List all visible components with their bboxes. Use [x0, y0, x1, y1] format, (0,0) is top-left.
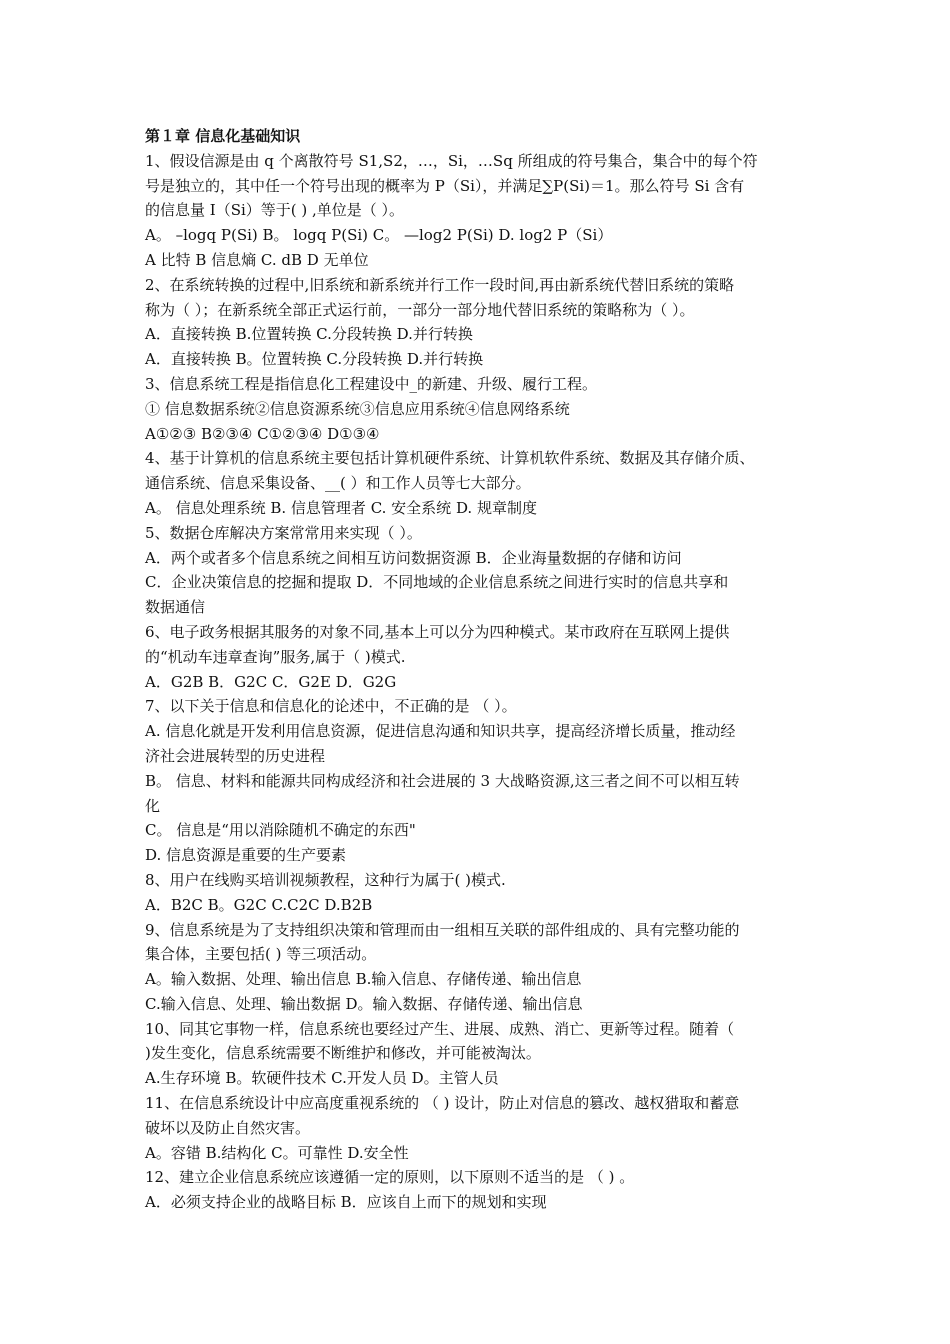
- text-line: 11、在信息系统设计中应高度重视系统的 （ ) 设计，防止对信息的篡改、越权猎取和蓄意: [145, 1094, 740, 1113]
- text-line: 4、基于计算机的信息系统主要包括计算机硬件系统、计算机软件系统、数据及其存储介质、: [145, 449, 755, 468]
- text-line: A．直接转换 B.位置转换 C.分段转换 D.并行转换: [145, 325, 473, 344]
- text-line: )发生变化，信息系统需要不断维护和修改，并可能被淘汰。: [145, 1044, 541, 1063]
- text-line: A．G2B B．G2C C．G2E D．G2G: [145, 672, 397, 691]
- text-line: 的信息量 I（Si）等于( ) ,单位是（ ）。: [145, 201, 405, 220]
- text-line: C。 信息是“用以消除随机不确定的东西": [145, 821, 416, 840]
- text-line: A．必须支持企业的战略目标 B．应该自上而下的规划和实现: [145, 1193, 547, 1212]
- text-line: 8、用户在线购买培训视频教程，这种行为属于( )模式.: [145, 870, 506, 889]
- text-line: A。 信息处理系统 B. 信息管理者 C. 安全系统 D. 规章制度: [145, 498, 537, 517]
- text-line: 称为（ ）；在新系统全部正式运行前，一部分一部分地代替旧系统的策略称为（ ）。: [145, 300, 695, 319]
- text-line: 6、电子政务根据其服务的对象不同,基本上可以分为四种模式。某市政府在互联网上提供: [145, 622, 730, 641]
- text-line: A. 信息化就是开发利用信息资源，促进信息沟通和知识共享，提高经济增长质量，推动经: [145, 722, 736, 741]
- text-line: D. 信息资源是重要的生产要素: [145, 846, 347, 865]
- text-line: 5、数据仓库解决方案常常用来实现（ ）。: [145, 523, 422, 542]
- text-line: 10、同其它事物一样，信息系统也要经过产生、进展、成熟、消亡、更新等过程。随着（: [145, 1019, 735, 1038]
- text-line: 数据通信: [145, 598, 206, 617]
- text-line: 通信系统、信息采集设备、__( ）和工作人员等七大部分。: [145, 474, 531, 493]
- text-line: A．B2C B。G2C C.C2C D.B2B: [145, 895, 373, 914]
- text-line: C.输入信息、处理、输出数据 D。输入数据、存储传递、输出信息: [145, 994, 583, 1013]
- text-line: A．两个或者多个信息系统之间相互访问数据资源 B．企业海量数据的存储和访问: [145, 548, 682, 567]
- text-line: A①②③ B②③④ C①②③④ D①③④: [145, 424, 380, 443]
- text-line: 9、信息系统是为了支持组织决策和管理而由一组相互关联的部件组成的、具有完整功能的: [145, 920, 740, 939]
- text-line: 济社会进展转型的历史进程: [145, 746, 326, 765]
- text-line: B。 信息、材料和能源共同构成经济和社会进展的 3 大战略资源,这三者之间不可以相互转: [145, 771, 740, 790]
- text-line: A。输入数据、处理、输出信息 B.输入信息、存储传递、输出信息: [145, 970, 582, 989]
- text-line: 3、信息系统工程是指信息化工程建设中_的新建、升级、履行工程。: [145, 374, 598, 393]
- text-line: A 比特 B 信息熵 C. dB D 无单位: [145, 250, 369, 269]
- text-line: ① 信息数据系统②信息资源系统③信息应用系统④信息网络系统: [145, 399, 570, 418]
- text-line: C．企业决策信息的挖掘和提取 D．不同地域的企业信息系统之间进行实时的信息共享和: [145, 573, 729, 592]
- text-line: A。 –logq P(Si) B。 logq P(Si) C。 —log2 P(Si) D. log2 P（Si）: [145, 226, 613, 245]
- document-body: [145, 124, 813, 1215]
- text-line: 号是独立的，其中任一个符号出现的概率为 P（Si），并满足∑P(Si)＝1。那么符号 Si 含有: [145, 176, 745, 195]
- text-line: 集合体，主要包括( ) 等三项活动。: [145, 945, 377, 964]
- text-line: 1、假设信源是由 q 个离散符号 S1,S2，…，Si，…Sq 所组成的符号集合，集合中的每个符: [145, 151, 758, 170]
- text-line: 12、建立企业信息系统应该遵循一定的原则，以下原则不适当的是 （ ) 。: [145, 1168, 635, 1187]
- chapter-title: 第１章 信息化基础知识: [145, 127, 301, 145]
- text-line: A。容错 B.结构化 C。可靠性 D.安全性: [145, 1143, 409, 1162]
- text-line: 2、在系统转换的过程中,旧系统和新系统并行工作一段时间,再由新系统代替旧系统的策略: [145, 275, 735, 294]
- text-line: 破坏以及防止自然灾害。: [145, 1118, 311, 1137]
- text-line: A.生存环境 B。软硬件技术 C.开发人员 D。主管人员: [145, 1069, 499, 1088]
- text-line: 化: [145, 796, 161, 815]
- text-line: 的“机动车违章查询”服务,属于（ )模式.: [145, 647, 406, 666]
- text-line: A．直接转换 B。位置转换 C.分段转换 D.并行转换: [145, 350, 484, 369]
- text-line: 7、以下关于信息和信息化的论述中，不正确的是 （ ）。: [145, 697, 517, 716]
